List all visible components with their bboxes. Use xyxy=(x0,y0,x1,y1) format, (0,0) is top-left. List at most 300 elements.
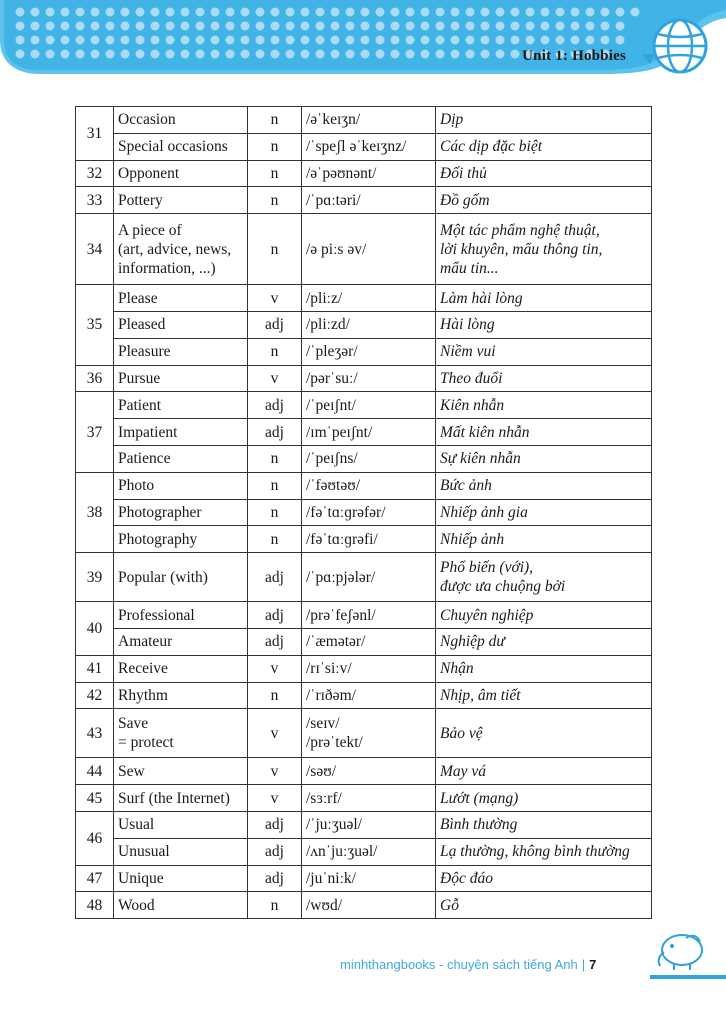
page-footer xyxy=(340,957,596,972)
banner-dot xyxy=(451,8,460,17)
banner-dot xyxy=(361,36,370,45)
part-of-speech-cell: n xyxy=(248,499,302,526)
banner-dot xyxy=(31,8,40,17)
banner-dot xyxy=(226,36,235,45)
word-cell: Photo xyxy=(114,472,248,499)
banner-dot xyxy=(61,22,70,31)
banner-dot xyxy=(196,8,205,17)
banner-dot xyxy=(181,8,190,17)
banner-dot xyxy=(586,22,595,31)
banner-dot xyxy=(181,50,190,59)
meaning-cell: Kiên nhẫn xyxy=(436,392,652,419)
part-of-speech-cell: v xyxy=(248,785,302,812)
table-row xyxy=(76,133,652,160)
meaning-cell: Một tác phẩm nghệ thuật, lời khuyên, mẩu thông tin, mẩu tin... xyxy=(436,214,652,285)
banner-dot xyxy=(226,50,235,59)
banner-dot xyxy=(76,22,85,31)
banner-dot xyxy=(106,22,115,31)
banner-dot xyxy=(526,22,535,31)
pronunciation-cell: /sɜːrf/ xyxy=(302,785,436,812)
word-cell: Pottery xyxy=(114,187,248,214)
banner-dot xyxy=(211,50,220,59)
banner-dot xyxy=(466,36,475,45)
banner-dot xyxy=(121,22,130,31)
banner-dot xyxy=(301,22,310,31)
meaning-cell: Đối thủ xyxy=(436,160,652,187)
word-cell: Wood xyxy=(114,892,248,919)
banner-dot xyxy=(496,50,505,59)
word-cell: Pleasure xyxy=(114,338,248,365)
table-row xyxy=(76,107,652,134)
banner-dot xyxy=(76,36,85,45)
banner-dot xyxy=(91,22,100,31)
banner-dot xyxy=(406,36,415,45)
banner-dot xyxy=(601,36,610,45)
pronunciation-cell: /prəˈfeʃənl/ xyxy=(302,602,436,629)
part-of-speech-cell: adj xyxy=(248,602,302,629)
word-cell: Patient xyxy=(114,392,248,419)
word-cell: Amateur xyxy=(114,628,248,655)
pronunciation-cell: /əˈpəʊnənt/ xyxy=(302,160,436,187)
word-cell: Surf (the Internet) xyxy=(114,785,248,812)
banner-dot xyxy=(511,8,520,17)
table-row xyxy=(76,419,652,446)
banner-dot xyxy=(391,22,400,31)
banner-dot xyxy=(166,8,175,17)
word-cell: Pleased xyxy=(114,311,248,338)
part-of-speech-cell: n xyxy=(248,187,302,214)
word-cell: Occasion xyxy=(114,107,248,134)
table-row xyxy=(76,338,652,365)
banner-dot xyxy=(16,8,25,17)
meaning-cell: Dịp xyxy=(436,107,652,134)
banner-dot xyxy=(76,8,85,17)
table-row xyxy=(76,865,652,892)
banner-dot xyxy=(391,8,400,17)
banner-dot xyxy=(556,22,565,31)
meaning-cell: Bình thường xyxy=(436,811,652,838)
vocabulary-table xyxy=(75,106,652,919)
banner-dot xyxy=(616,22,625,31)
banner-dot xyxy=(196,22,205,31)
banner-dot xyxy=(331,50,340,59)
entry-number: 46 xyxy=(76,811,114,865)
banner-dot xyxy=(601,8,610,17)
part-of-speech-cell: n xyxy=(248,214,302,285)
banner-dot xyxy=(481,36,490,45)
banner-dot xyxy=(46,50,55,59)
banner-dot xyxy=(421,36,430,45)
banner-dot xyxy=(46,36,55,45)
part-of-speech-cell: n xyxy=(248,133,302,160)
page-number: 7 xyxy=(589,957,597,972)
banner-dot xyxy=(196,50,205,59)
banner-dot xyxy=(166,36,175,45)
banner-dot xyxy=(571,36,580,45)
part-of-speech-cell: adj xyxy=(248,628,302,655)
pronunciation-cell: /ˈjuːʒuəl/ xyxy=(302,811,436,838)
banner-dot xyxy=(496,8,505,17)
table-row xyxy=(76,311,652,338)
entry-number: 40 xyxy=(76,602,114,656)
banner-dot xyxy=(136,8,145,17)
banner-dot xyxy=(61,8,70,17)
pronunciation-cell: /pliːzd/ xyxy=(302,311,436,338)
banner-dot xyxy=(376,50,385,59)
meaning-cell: Mất kiên nhẫn xyxy=(436,419,652,446)
part-of-speech-cell: v xyxy=(248,709,302,758)
banner-dot xyxy=(151,8,160,17)
pronunciation-cell: /juˈniːk/ xyxy=(302,865,436,892)
banner-dot xyxy=(616,8,625,17)
entry-number: 42 xyxy=(76,682,114,709)
banner-dot xyxy=(226,22,235,31)
banner-dot xyxy=(151,36,160,45)
footer-accent-line xyxy=(650,975,726,979)
banner-dot xyxy=(106,36,115,45)
banner-dot xyxy=(301,36,310,45)
banner-dot xyxy=(451,50,460,59)
word-cell: Unusual xyxy=(114,838,248,865)
banner-dot xyxy=(331,22,340,31)
table-row xyxy=(76,758,652,785)
entry-number: 36 xyxy=(76,365,114,392)
part-of-speech-cell: adj xyxy=(248,419,302,446)
pronunciation-cell: /səʊ/ xyxy=(302,758,436,785)
pronunciation-cell: /fəˈtɑːɡrəfər/ xyxy=(302,499,436,526)
meaning-cell: Phổ biến (với), được ưa chuộng bởi xyxy=(436,553,652,602)
entry-number: 37 xyxy=(76,392,114,472)
publisher-name: minhthangbooks - chuyên sách tiếng Anh xyxy=(340,957,578,972)
pronunciation-cell: /ˈpleʒər/ xyxy=(302,338,436,365)
meaning-cell: Các dịp đặc biệt xyxy=(436,133,652,160)
pronunciation-cell: /ə piːs əv/ xyxy=(302,214,436,285)
banner-dot xyxy=(106,8,115,17)
word-cell: Pursue xyxy=(114,365,248,392)
banner-dot xyxy=(376,8,385,17)
pronunciation-cell: /ˈæmətər/ xyxy=(302,628,436,655)
part-of-speech-cell: n xyxy=(248,682,302,709)
banner-dot xyxy=(271,8,280,17)
table-row xyxy=(76,811,652,838)
part-of-speech-cell: adj xyxy=(248,553,302,602)
part-of-speech-cell: v xyxy=(248,655,302,682)
word-cell: Popular (with) xyxy=(114,553,248,602)
table-row xyxy=(76,160,652,187)
banner-dot xyxy=(286,8,295,17)
banner-dot xyxy=(271,50,280,59)
entry-number: 35 xyxy=(76,285,114,365)
banner-dot xyxy=(361,22,370,31)
banner-dot xyxy=(256,8,265,17)
table-row xyxy=(76,838,652,865)
entry-number: 41 xyxy=(76,655,114,682)
part-of-speech-cell: n xyxy=(248,892,302,919)
word-cell: Photographer xyxy=(114,499,248,526)
word-cell: Patience xyxy=(114,445,248,472)
table-row xyxy=(76,214,652,285)
table-row xyxy=(76,526,652,553)
banner-dot xyxy=(241,50,250,59)
pronunciation-cell: /ɪmˈpeɪʃnt/ xyxy=(302,419,436,446)
banner-dot xyxy=(496,36,505,45)
part-of-speech-cell: v xyxy=(248,365,302,392)
part-of-speech-cell: adj xyxy=(248,392,302,419)
banner-dot xyxy=(346,8,355,17)
banner-dot xyxy=(496,22,505,31)
banner-dot xyxy=(256,36,265,45)
entry-number: 32 xyxy=(76,160,114,187)
banner-dot xyxy=(421,50,430,59)
pronunciation-cell: /ˈfəʊtəʊ/ xyxy=(302,472,436,499)
banner-dot xyxy=(121,36,130,45)
table-row xyxy=(76,892,652,919)
meaning-cell: Nhận xyxy=(436,655,652,682)
globe-logo-icon xyxy=(636,14,716,80)
pronunciation-cell: /wʊd/ xyxy=(302,892,436,919)
part-of-speech-cell: n xyxy=(248,445,302,472)
meaning-cell: Sự kiên nhẫn xyxy=(436,445,652,472)
banner-dot xyxy=(346,36,355,45)
banner-dot xyxy=(526,36,535,45)
banner-dot xyxy=(376,22,385,31)
table-row xyxy=(76,682,652,709)
part-of-speech-cell: n xyxy=(248,107,302,134)
footer-separator: | xyxy=(581,957,586,972)
entry-number: 43 xyxy=(76,709,114,758)
banner-dot xyxy=(316,36,325,45)
banner-dot xyxy=(421,22,430,31)
banner-dot xyxy=(181,36,190,45)
banner-dot xyxy=(586,8,595,17)
banner-dot xyxy=(61,36,70,45)
banner-dot xyxy=(571,8,580,17)
table-row xyxy=(76,187,652,214)
entry-number: 39 xyxy=(76,553,114,602)
banner-dot xyxy=(211,8,220,17)
banner-dot xyxy=(451,22,460,31)
banner-dot xyxy=(541,36,550,45)
banner-dot xyxy=(121,50,130,59)
banner-dot xyxy=(406,22,415,31)
banner-dot xyxy=(151,22,160,31)
word-cell: Save = protect xyxy=(114,709,248,758)
part-of-speech-cell: v xyxy=(248,758,302,785)
banner-dot xyxy=(256,22,265,31)
meaning-cell: May vá xyxy=(436,758,652,785)
banner-dot xyxy=(436,50,445,59)
banner-dot xyxy=(556,8,565,17)
banner-dot xyxy=(406,50,415,59)
part-of-speech-cell: n xyxy=(248,472,302,499)
banner-dot xyxy=(466,22,475,31)
banner-dot xyxy=(211,22,220,31)
banner-dot xyxy=(436,8,445,17)
banner-dot xyxy=(211,36,220,45)
banner-dot xyxy=(136,36,145,45)
elephant-mascot-icon xyxy=(652,928,712,972)
banner-dot xyxy=(196,36,205,45)
entry-number: 47 xyxy=(76,865,114,892)
banner-dot xyxy=(16,22,25,31)
meaning-cell: Theo đuổi xyxy=(436,365,652,392)
banner-dot xyxy=(406,8,415,17)
part-of-speech-cell: adj xyxy=(248,865,302,892)
entry-number: 34 xyxy=(76,214,114,285)
meaning-cell: Độc đáo xyxy=(436,865,652,892)
banner-dot xyxy=(136,50,145,59)
pronunciation-cell: /ˈrɪðəm/ xyxy=(302,682,436,709)
table-row xyxy=(76,602,652,629)
banner-dot xyxy=(556,36,565,45)
banner-dot xyxy=(136,22,145,31)
banner-dot xyxy=(241,22,250,31)
meaning-cell: Gỗ xyxy=(436,892,652,919)
banner-dot xyxy=(166,22,175,31)
pronunciation-cell: /ʌnˈjuːʒuəl/ xyxy=(302,838,436,865)
word-cell: Photography xyxy=(114,526,248,553)
banner-dot xyxy=(346,22,355,31)
banner-dot xyxy=(511,50,520,59)
banner-dot xyxy=(511,22,520,31)
banner-dot xyxy=(286,50,295,59)
banner-dot xyxy=(286,22,295,31)
part-of-speech-cell: n xyxy=(248,526,302,553)
banner-dot xyxy=(31,36,40,45)
banner-dot xyxy=(46,22,55,31)
meaning-cell: Nhiếp ảnh gia xyxy=(436,499,652,526)
table-row xyxy=(76,499,652,526)
part-of-speech-cell: adj xyxy=(248,311,302,338)
part-of-speech-cell: n xyxy=(248,160,302,187)
part-of-speech-cell: n xyxy=(248,338,302,365)
word-cell: Sew xyxy=(114,758,248,785)
banner-dot xyxy=(466,50,475,59)
word-cell: Opponent xyxy=(114,160,248,187)
banner-dot xyxy=(316,22,325,31)
banner-dot xyxy=(301,50,310,59)
part-of-speech-cell: adj xyxy=(248,838,302,865)
unit-title: Unit 1: Hobbies xyxy=(522,48,626,64)
meaning-cell: Nhiếp ảnh xyxy=(436,526,652,553)
entry-number: 44 xyxy=(76,758,114,785)
meaning-cell: Nhịp, âm tiết xyxy=(436,682,652,709)
banner-dot xyxy=(61,50,70,59)
word-cell: Usual xyxy=(114,811,248,838)
banner-dot xyxy=(436,36,445,45)
word-cell: Special occasions xyxy=(114,133,248,160)
banner-dot xyxy=(481,50,490,59)
meaning-cell: Chuyên nghiệp xyxy=(436,602,652,629)
table-row xyxy=(76,445,652,472)
banner-dot xyxy=(361,50,370,59)
banner-dot xyxy=(436,22,445,31)
banner-dot xyxy=(46,8,55,17)
banner-dot xyxy=(616,36,625,45)
word-cell: Please xyxy=(114,285,248,312)
banner-dot xyxy=(541,22,550,31)
pronunciation-cell: /ˈspeʃl əˈkeɪʒnz/ xyxy=(302,133,436,160)
banner-dot xyxy=(481,22,490,31)
pronunciation-cell: /pliːz/ xyxy=(302,285,436,312)
banner-dot xyxy=(31,50,40,59)
part-of-speech-cell: adj xyxy=(248,811,302,838)
entry-number: 45 xyxy=(76,785,114,812)
banner-dot xyxy=(76,50,85,59)
banner-dot xyxy=(466,8,475,17)
banner-dot xyxy=(316,50,325,59)
meaning-cell: Bức ảnh xyxy=(436,472,652,499)
banner-dot xyxy=(421,8,430,17)
banner-dot xyxy=(91,50,100,59)
pronunciation-cell: /ˈpɑːtəri/ xyxy=(302,187,436,214)
table-row xyxy=(76,472,652,499)
meaning-cell: Lướt (mạng) xyxy=(436,785,652,812)
word-cell: Impatient xyxy=(114,419,248,446)
banner-dot xyxy=(391,50,400,59)
entry-number: 31 xyxy=(76,107,114,161)
banner-dot xyxy=(31,22,40,31)
entry-number: 33 xyxy=(76,187,114,214)
banner-dot xyxy=(241,8,250,17)
banner-dot xyxy=(286,36,295,45)
banner-dot xyxy=(586,36,595,45)
banner-dot xyxy=(301,8,310,17)
banner-dot xyxy=(601,22,610,31)
table-row xyxy=(76,553,652,602)
pronunciation-cell: /fəˈtɑːɡrəfi/ xyxy=(302,526,436,553)
banner-dot xyxy=(526,8,535,17)
meaning-cell: Hài lòng xyxy=(436,311,652,338)
table-row xyxy=(76,365,652,392)
banner-dot xyxy=(451,36,460,45)
banner-dot xyxy=(571,22,580,31)
word-cell: Unique xyxy=(114,865,248,892)
meaning-cell: Niềm vui xyxy=(436,338,652,365)
pronunciation-cell: /ˈpeɪʃns/ xyxy=(302,445,436,472)
banner-dot xyxy=(241,36,250,45)
table-row xyxy=(76,392,652,419)
word-cell: Receive xyxy=(114,655,248,682)
banner-dot xyxy=(271,22,280,31)
meaning-cell: Bảo vệ xyxy=(436,709,652,758)
table-row xyxy=(76,785,652,812)
header-banner xyxy=(0,0,726,80)
banner-dot xyxy=(376,36,385,45)
banner-dot xyxy=(166,50,175,59)
banner-dot xyxy=(361,8,370,17)
banner-dot xyxy=(271,36,280,45)
banner-dot xyxy=(91,36,100,45)
meaning-cell: Nghiệp dư xyxy=(436,628,652,655)
pronunciation-cell: /seɪv/ /prəˈtekt/ xyxy=(302,709,436,758)
pronunciation-cell: /ˈpeɪʃnt/ xyxy=(302,392,436,419)
table-row xyxy=(76,709,652,758)
word-cell: Professional xyxy=(114,602,248,629)
banner-dot xyxy=(121,8,130,17)
meaning-cell: Đồ gốm xyxy=(436,187,652,214)
banner-dot xyxy=(331,36,340,45)
table-row xyxy=(76,628,652,655)
banner-dot xyxy=(331,8,340,17)
pronunciation-cell: /ˈpɑːpjələr/ xyxy=(302,553,436,602)
table-row xyxy=(76,655,652,682)
banner-dot xyxy=(16,50,25,59)
banner-dot xyxy=(511,36,520,45)
banner-dot xyxy=(226,8,235,17)
word-cell: A piece of (art, advice, news, information, ...) xyxy=(114,214,248,285)
banner-dot xyxy=(481,8,490,17)
